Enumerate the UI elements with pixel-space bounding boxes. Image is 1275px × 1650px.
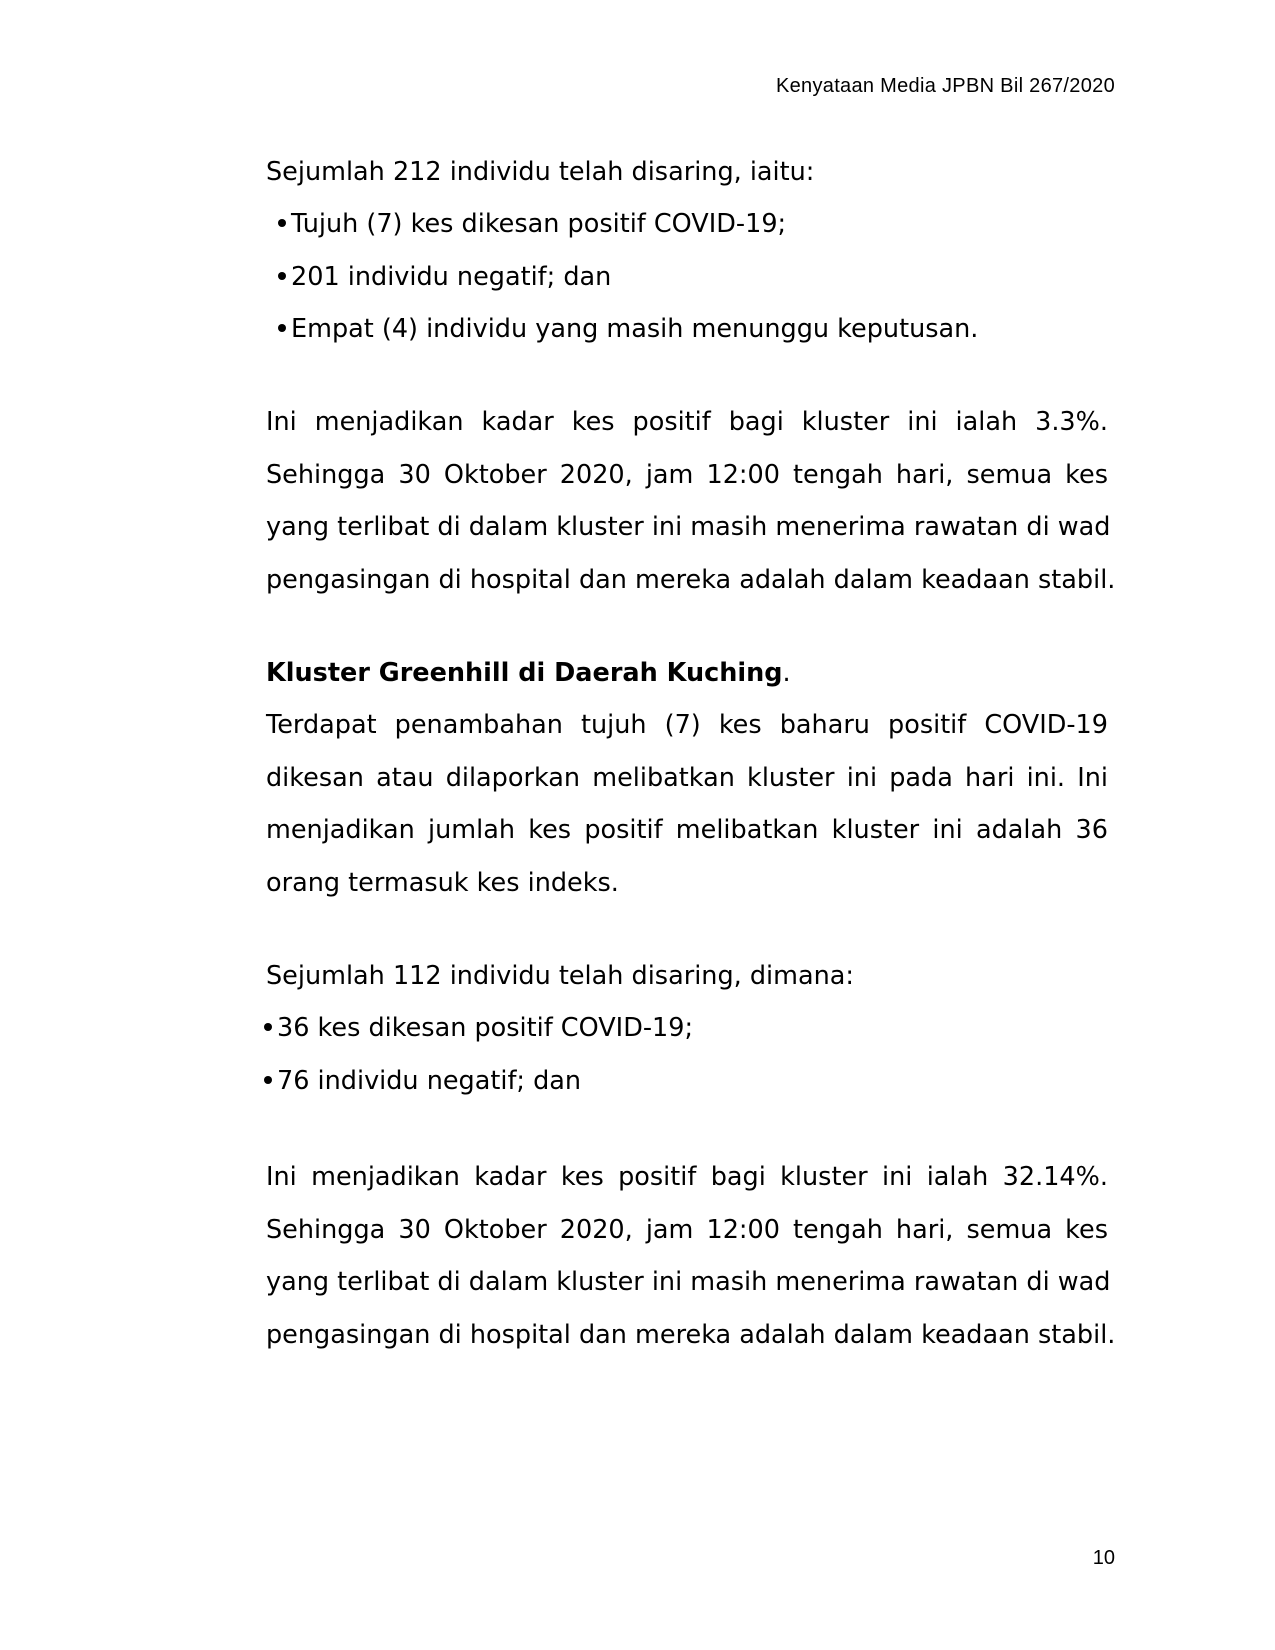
list-item: 76 individu negatif; dan xyxy=(264,1055,693,1108)
screening-results-list-2 xyxy=(264,1002,693,1107)
bullet-icon xyxy=(278,324,286,332)
bullet-icon xyxy=(264,1023,272,1031)
paragraph-line: dikesan atau dilaporkan melibatkan kluster ini pada hari ini. Ini xyxy=(266,762,1108,793)
cluster-heading: Kluster Greenhill di Daerah Kuching xyxy=(266,658,783,688)
cluster-paragraph xyxy=(266,699,1108,909)
list-item: 36 kes dikesan positif COVID-19; xyxy=(264,1002,693,1055)
screening-intro-text: Sejumlah 112 individu telah disaring, dimana: xyxy=(266,961,854,991)
page-number: 10 xyxy=(1092,1547,1115,1569)
list-item: Empat (4) individu yang masih menunggu keputusan. xyxy=(278,303,978,356)
paragraph-line: Terdapat penambahan tujuh (7) kes baharu positif COVID-19 xyxy=(266,710,1108,740)
bullet-icon xyxy=(278,219,286,227)
paragraph-line: yang terlibat di dalam kluster ini masih menerima rawatan di wad xyxy=(266,1267,1111,1297)
paragraph-line: yang terlibat di dalam kluster ini masih menerima rawatan di wad xyxy=(266,512,1111,542)
paragraph-line: menjadikan jumlah kes positif melibatkan kluster ini adalah 36 xyxy=(266,815,1108,845)
screening-intro-1 xyxy=(266,146,1108,199)
list-item: 201 individu negatif; dan xyxy=(278,251,978,304)
bullet-icon xyxy=(278,272,286,280)
bullet-icon xyxy=(264,1076,272,1084)
paragraph-line: Sehingga 30 Oktober 2020, jam 12:00 tengah hari, semua kes xyxy=(266,1214,1108,1245)
screening-intro-2 xyxy=(266,950,1108,1003)
paragraph-line: Ini menjadikan kadar kes positif bagi kluster ini ialah 32.14%. xyxy=(266,1162,1108,1192)
section-heading xyxy=(266,647,1108,700)
screening-intro-text: Sejumlah 212 individu telah disaring, iaitu: xyxy=(266,157,815,187)
running-header: Kenyataan Media JPBN Bil 267/2020 xyxy=(775,75,1115,97)
status-paragraph-2 xyxy=(266,1151,1116,1361)
paragraph-line: pengasingan di hospital dan mereka adalah dalam keadaan stabil. xyxy=(266,1319,1116,1350)
paragraph-line: orang termasuk kes indeks. xyxy=(266,867,619,898)
screening-results-list-1 xyxy=(278,198,978,356)
paragraph-line: Ini menjadikan kadar kes positif bagi kluster ini ialah 3.3%. xyxy=(266,407,1108,437)
paragraph-line: Sehingga 30 Oktober 2020, jam 12:00 tengah hari, semua kes xyxy=(266,459,1108,490)
list-item: Tujuh (7) kes dikesan positif COVID-19; xyxy=(278,198,978,251)
heading-punctuation: . xyxy=(782,658,791,688)
paragraph-line: pengasingan di hospital dan mereka adalah dalam keadaan stabil. xyxy=(266,564,1116,595)
status-paragraph-1 xyxy=(266,396,1116,606)
